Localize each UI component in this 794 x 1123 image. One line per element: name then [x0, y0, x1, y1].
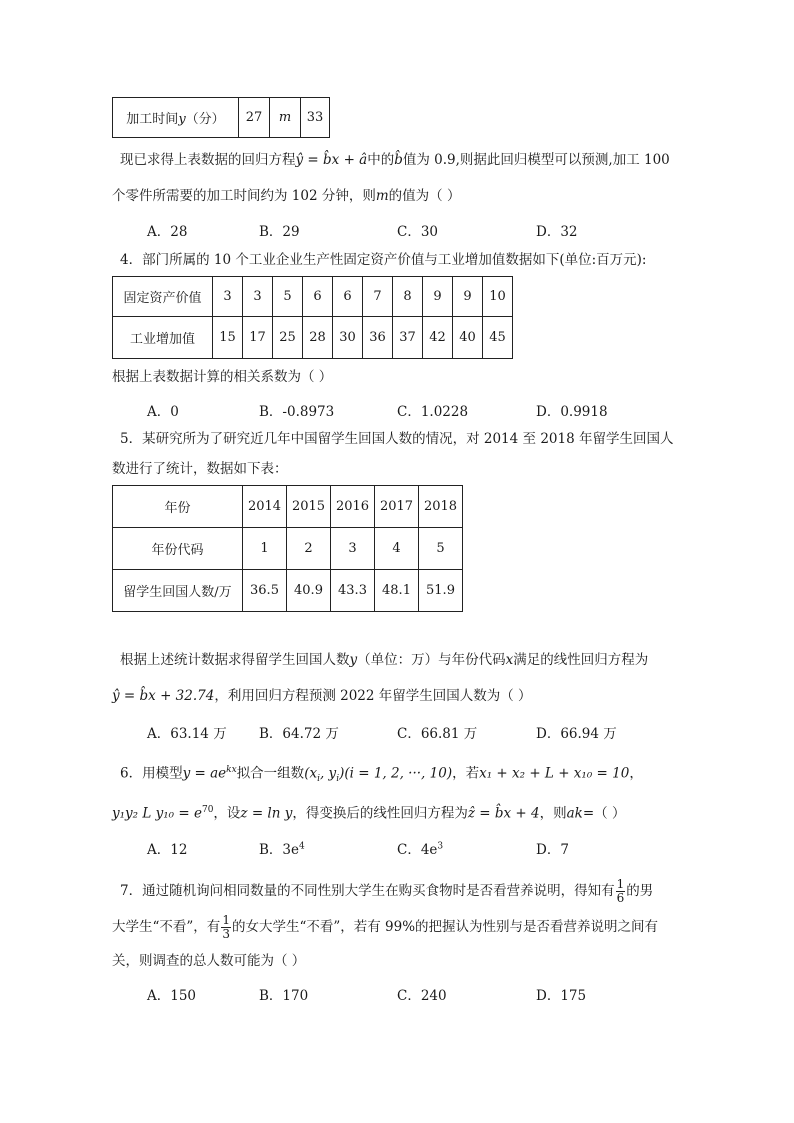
q5-line2: ŷ = b̂x + 32.74，利用回归方程预测 2022 年留学生回国人数为（ ） — [112, 688, 532, 704]
q5-stem-2: 数进行了统计，数据如下表： — [112, 461, 288, 477]
q7-option-d[interactable]: D．175 — [536, 988, 587, 1004]
q6-option-c[interactable]: C．$4e^3$ — [397, 841, 444, 858]
q6-option-d[interactable]: D．7 — [536, 842, 569, 858]
q7-line1: 7．通过随机询问相同数量的不同性别大学生在购买食物时是否看营养说明，得知有 $\frac{1}{6}$ 的男 — [120, 877, 654, 905]
q3-line2: 个零件所需要的加工时间约为 102 分钟，则m的值为（ ） — [112, 188, 461, 204]
q5-regression-equation: ŷ = b̂x + 32.74 — [112, 688, 215, 704]
q4-row1-label: 固定资产价值 — [113, 277, 213, 317]
q7-line3: 关，则调查的总人数可能为（ ） — [112, 953, 306, 969]
q4-table: 固定资产价值 3 3 5 6 6 7 8 9 9 10 工业增加值 15 17 25 28 30 36 37 42 40 45 — [112, 276, 513, 359]
q4-option-d[interactable]: D．0.9918 — [536, 404, 608, 420]
q3-option-a[interactable]: A．28 — [147, 224, 188, 240]
q4-option-b[interactable]: B．-0.8973 — [259, 404, 335, 420]
q7-line2: 大学生“不看”，有 $\frac{1}{3}$ 的女大学生“不看”，若有 99%的把握认为性别与是否看营养说明之间有 — [112, 913, 659, 941]
q3-option-c[interactable]: C．30 — [397, 224, 439, 240]
q5-table: 年份 2014 2015 2016 2017 2018 年份代码 1 2 3 4 5 留学生回国人数/万 36.5 40.9 43.3 48.1 51.9 — [112, 485, 463, 612]
q4-row2-label: 工业增加值 — [113, 317, 213, 359]
q7-option-a[interactable]: A．150 — [147, 988, 197, 1004]
q3-cell: m — [270, 98, 301, 138]
q5-option-b[interactable]: B．64.72 万 — [259, 726, 339, 742]
q5-line1: 根据上述统计数据求得留学生回国人数y（单位：万）与年份代码x满足的线性回归方程为 — [120, 652, 649, 668]
q3-row-label: 加工时间y（分） — [113, 98, 239, 138]
q4-option-a[interactable]: A．0 — [147, 404, 179, 420]
fraction-1-3: $\frac{1}{3}$ — [222, 913, 230, 941]
q3-option-d[interactable]: D．32 — [536, 224, 578, 240]
fraction-1-6: $\frac{1}{6}$ — [616, 877, 625, 905]
q5-option-a[interactable]: A．63.14 万 — [147, 726, 227, 742]
q6-option-a[interactable]: A．12 — [147, 842, 188, 858]
q3-cell: 33 — [301, 98, 330, 138]
q7-option-b[interactable]: B．170 — [259, 988, 309, 1004]
q5-option-c[interactable]: C．66.81 万 — [397, 726, 478, 742]
q7-option-c[interactable]: C．240 — [397, 988, 447, 1004]
regression-equation: ŷ = b̂x + â — [295, 152, 368, 168]
q5-stem-1: 5．某研究所为了研究近几年中国留学生回国人数的情况，对 2014 至 2018 年留学生回国人 — [120, 431, 674, 447]
q3-table — [112, 97, 330, 138]
q3-cell: 27 — [239, 98, 270, 138]
q3-line1: 现已求得上表数据的回归方程ŷ = b̂x + â中的b̂值为 0.9,则据此回归模型可以预测,加工 100 — [120, 152, 670, 168]
q6-line1: 6．用模型$y = ae^{kx}$拟合一组数($x_i$, $y_i)(i = 1$, 2, ···, 10)，若x₁ + x₂ + L + x₁₀ = 10， — [120, 765, 643, 785]
q6-line2: y₁y₂ L $y_{10} = e^{70}$，设z = ln y，得变换后的线性回归方程为ẑ = b̂x + 4，则ak=（ ） — [112, 805, 626, 822]
q4-stem: 4．部门所属的 10 个工业企业生产性固定资产价值与工业增加值数据如下(单位:百万元): — [120, 252, 647, 268]
q6-option-b[interactable]: B．$3e^4$ — [259, 841, 305, 858]
q5-option-d[interactable]: D．66.94 万 — [536, 726, 617, 742]
q3-option-b[interactable]: B．29 — [259, 224, 300, 240]
q4-question: 根据上表数据计算的相关系数为（ ） — [112, 369, 333, 385]
q4-option-c[interactable]: C．1.0228 — [397, 404, 469, 420]
